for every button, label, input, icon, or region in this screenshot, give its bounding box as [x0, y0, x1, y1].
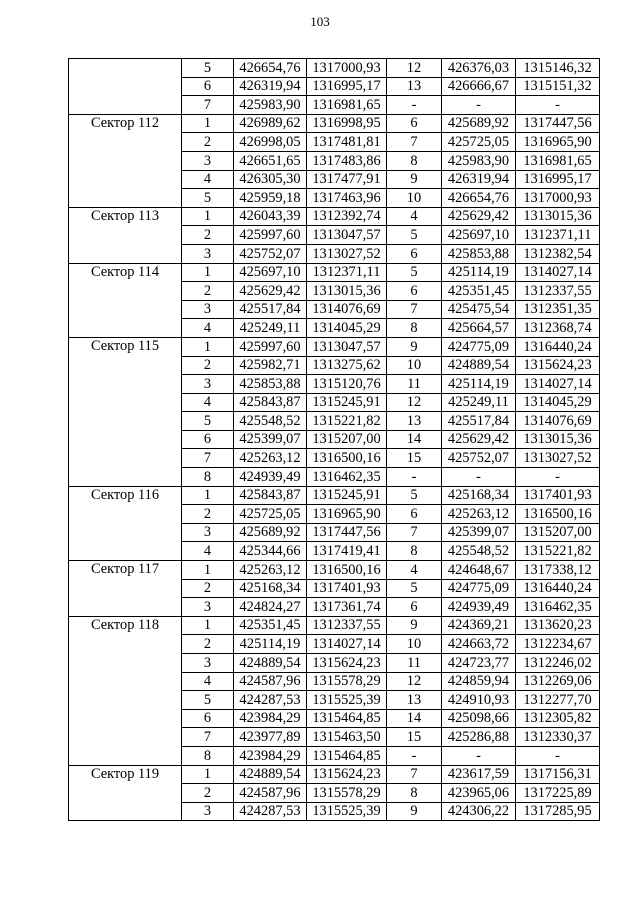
x-coordinate-cell: 425517,84: [442, 412, 516, 431]
point-number-cell: 8: [182, 468, 234, 487]
table-row: [69, 207, 600, 226]
point-number-cell: 6: [387, 282, 442, 301]
x-coordinate-cell: -: [442, 468, 516, 487]
x-coordinate-cell: 425697,10: [442, 226, 516, 245]
point-number-cell: 3: [182, 300, 234, 319]
y-coordinate-cell: 1315624,23: [307, 765, 387, 784]
y-coordinate-cell: 1317483,86: [307, 151, 387, 170]
y-coordinate-cell: 1312371,11: [516, 226, 600, 245]
y-coordinate-cell: 1313027,52: [516, 449, 600, 468]
point-number-cell: 5: [182, 189, 234, 208]
point-number-cell: 12: [387, 393, 442, 412]
point-number-cell: 6: [387, 114, 442, 133]
x-coordinate-cell: 423984,29: [234, 746, 307, 765]
sector-name-cell: Сектор 119: [69, 765, 182, 821]
point-number-cell: 15: [387, 449, 442, 468]
x-coordinate-cell: 425517,84: [234, 300, 307, 319]
x-coordinate-cell: 425725,05: [442, 133, 516, 152]
point-number-cell: 2: [182, 784, 234, 803]
point-number-cell: 9: [387, 337, 442, 356]
point-number-cell: 3: [182, 375, 234, 394]
y-coordinate-cell: 1317285,95: [516, 802, 600, 821]
point-number-cell: 3: [182, 598, 234, 617]
point-number-cell: 9: [387, 170, 442, 189]
point-number-cell: 7: [387, 300, 442, 319]
point-number-cell: 1: [182, 561, 234, 580]
x-coordinate-cell: 424889,54: [234, 765, 307, 784]
point-number-cell: 3: [182, 151, 234, 170]
table-row: [69, 263, 600, 282]
y-coordinate-cell: 1316995,17: [516, 170, 600, 189]
y-coordinate-cell: 1314076,69: [516, 412, 600, 431]
point-number-cell: 1: [182, 616, 234, 635]
x-coordinate-cell: 425853,88: [442, 244, 516, 263]
table-row: [69, 114, 600, 133]
x-coordinate-cell: 423977,89: [234, 728, 307, 747]
y-coordinate-cell: 1317447,56: [516, 114, 600, 133]
y-coordinate-cell: 1315207,00: [307, 430, 387, 449]
point-number-cell: 7: [182, 96, 234, 115]
point-number-cell: 14: [387, 430, 442, 449]
point-number-cell: 4: [182, 672, 234, 691]
y-coordinate-cell: 1312269,06: [516, 672, 600, 691]
sector-name-cell: Сектор 115: [69, 337, 182, 486]
x-coordinate-cell: 423617,59: [442, 765, 516, 784]
y-coordinate-cell: 1315221,82: [516, 542, 600, 561]
x-coordinate-cell: 425983,90: [234, 96, 307, 115]
x-coordinate-cell: 425548,52: [442, 542, 516, 561]
y-coordinate-cell: 1317463,96: [307, 189, 387, 208]
y-coordinate-cell: 1317401,93: [307, 579, 387, 598]
x-coordinate-cell: 425114,19: [234, 635, 307, 654]
y-coordinate-cell: -: [516, 96, 600, 115]
table-row: [69, 59, 600, 78]
table-row: [69, 765, 600, 784]
y-coordinate-cell: 1316440,24: [516, 579, 600, 598]
y-coordinate-cell: 1317338,12: [516, 561, 600, 580]
point-number-cell: 6: [387, 598, 442, 617]
x-coordinate-cell: 425629,42: [442, 207, 516, 226]
x-coordinate-cell: 425689,92: [234, 523, 307, 542]
x-coordinate-cell: 425399,07: [442, 523, 516, 542]
x-coordinate-cell: 425689,92: [442, 114, 516, 133]
y-coordinate-cell: 1317000,93: [516, 189, 600, 208]
y-coordinate-cell: 1313027,52: [307, 244, 387, 263]
x-coordinate-cell: 426998,05: [234, 133, 307, 152]
y-coordinate-cell: -: [516, 746, 600, 765]
y-coordinate-cell: 1314076,69: [307, 300, 387, 319]
point-number-cell: 9: [387, 802, 442, 821]
point-number-cell: 3: [182, 244, 234, 263]
y-coordinate-cell: 1317481,81: [307, 133, 387, 152]
y-coordinate-cell: 1314045,29: [516, 393, 600, 412]
point-number-cell: 10: [387, 356, 442, 375]
point-number-cell: 11: [387, 375, 442, 394]
x-coordinate-cell: 425752,07: [442, 449, 516, 468]
y-coordinate-cell: 1316440,24: [516, 337, 600, 356]
y-coordinate-cell: 1316998,95: [307, 114, 387, 133]
x-coordinate-cell: 424369,21: [442, 616, 516, 635]
x-coordinate-cell: 424663,72: [442, 635, 516, 654]
x-coordinate-cell: 423984,29: [234, 709, 307, 728]
y-coordinate-cell: 1312330,37: [516, 728, 600, 747]
y-coordinate-cell: 1313620,23: [516, 616, 600, 635]
x-coordinate-cell: 424939,49: [442, 598, 516, 617]
x-coordinate-cell: 426654,76: [234, 59, 307, 78]
x-coordinate-cell: 424859,94: [442, 672, 516, 691]
x-coordinate-cell: 425853,88: [234, 375, 307, 394]
point-number-cell: 5: [182, 59, 234, 78]
point-number-cell: 5: [387, 486, 442, 505]
x-coordinate-cell: -: [442, 746, 516, 765]
point-number-cell: 11: [387, 654, 442, 673]
x-coordinate-cell: 425399,07: [234, 430, 307, 449]
y-coordinate-cell: 1312368,74: [516, 319, 600, 338]
table-row: [69, 561, 600, 580]
point-number-cell: 2: [182, 579, 234, 598]
table-row: [69, 486, 600, 505]
point-number-cell: 2: [182, 133, 234, 152]
x-coordinate-cell: 425997,60: [234, 337, 307, 356]
point-number-cell: 5: [182, 412, 234, 431]
y-coordinate-cell: 1316462,35: [516, 598, 600, 617]
y-coordinate-cell: 1313015,36: [307, 282, 387, 301]
point-number-cell: 15: [387, 728, 442, 747]
y-coordinate-cell: 1317477,91: [307, 170, 387, 189]
point-number-cell: 14: [387, 709, 442, 728]
x-coordinate-cell: 424648,67: [442, 561, 516, 580]
point-number-cell: 4: [182, 170, 234, 189]
point-number-cell: 4: [182, 542, 234, 561]
point-number-cell: 1: [182, 765, 234, 784]
x-coordinate-cell: 424306,22: [442, 802, 516, 821]
point-number-cell: 6: [182, 430, 234, 449]
x-coordinate-cell: 425548,52: [234, 412, 307, 431]
x-coordinate-cell: 424939,49: [234, 468, 307, 487]
x-coordinate-cell: 425263,12: [442, 505, 516, 524]
y-coordinate-cell: 1312305,82: [516, 709, 600, 728]
y-coordinate-cell: 1314027,14: [307, 635, 387, 654]
y-coordinate-cell: 1315464,85: [307, 746, 387, 765]
point-number-cell: 1: [182, 337, 234, 356]
y-coordinate-cell: 1316981,65: [307, 96, 387, 115]
point-number-cell: 13: [387, 77, 442, 96]
x-coordinate-cell: 426043,39: [234, 207, 307, 226]
y-coordinate-cell: 1313047,57: [307, 226, 387, 245]
sector-name-cell: Сектор 116: [69, 486, 182, 560]
x-coordinate-cell: 426376,03: [442, 59, 516, 78]
point-number-cell: 2: [182, 356, 234, 375]
y-coordinate-cell: 1317000,93: [307, 59, 387, 78]
x-coordinate-cell: 425983,90: [442, 151, 516, 170]
y-coordinate-cell: 1317447,56: [307, 523, 387, 542]
point-number-cell: 12: [387, 59, 442, 78]
y-coordinate-cell: 1312392,74: [307, 207, 387, 226]
x-coordinate-cell: 425098,66: [442, 709, 516, 728]
point-number-cell: 1: [182, 486, 234, 505]
x-coordinate-cell: 425725,05: [234, 505, 307, 524]
sector-name-cell: Сектор 118: [69, 616, 182, 765]
x-coordinate-cell: 425168,34: [442, 486, 516, 505]
x-coordinate-cell: 424587,96: [234, 784, 307, 803]
x-coordinate-cell: -: [442, 96, 516, 115]
x-coordinate-cell: 424287,53: [234, 802, 307, 821]
point-number-cell: 4: [387, 207, 442, 226]
y-coordinate-cell: 1312246,02: [516, 654, 600, 673]
point-number-cell: 1: [182, 207, 234, 226]
x-coordinate-cell: 426651,65: [234, 151, 307, 170]
y-coordinate-cell: 1315120,76: [307, 375, 387, 394]
x-coordinate-cell: 425982,71: [234, 356, 307, 375]
x-coordinate-cell: 426305,30: [234, 170, 307, 189]
x-coordinate-cell: 424824,27: [234, 598, 307, 617]
point-number-cell: 5: [387, 226, 442, 245]
y-coordinate-cell: 1317361,74: [307, 598, 387, 617]
sector-name-cell: Сектор 117: [69, 561, 182, 617]
point-number-cell: -: [387, 746, 442, 765]
point-number-cell: 1: [182, 114, 234, 133]
sector-name-cell: [69, 59, 182, 115]
x-coordinate-cell: 425697,10: [234, 263, 307, 282]
y-coordinate-cell: 1315207,00: [516, 523, 600, 542]
point-number-cell: 4: [182, 319, 234, 338]
x-coordinate-cell: 425664,57: [442, 319, 516, 338]
point-number-cell: 5: [182, 691, 234, 710]
point-number-cell: 8: [387, 319, 442, 338]
x-coordinate-cell: 425249,11: [442, 393, 516, 412]
point-number-cell: 10: [387, 635, 442, 654]
y-coordinate-cell: 1317419,41: [307, 542, 387, 561]
point-number-cell: 6: [387, 505, 442, 524]
x-coordinate-cell: 424889,54: [442, 356, 516, 375]
y-coordinate-cell: 1312337,55: [516, 282, 600, 301]
point-number-cell: 5: [387, 579, 442, 598]
x-coordinate-cell: 423965,06: [442, 784, 516, 803]
x-coordinate-cell: 425114,19: [442, 263, 516, 282]
point-number-cell: 12: [387, 672, 442, 691]
point-number-cell: 7: [387, 133, 442, 152]
y-coordinate-cell: 1315151,32: [516, 77, 600, 96]
table-row: [69, 337, 600, 356]
y-coordinate-cell: 1316965,90: [307, 505, 387, 524]
x-coordinate-cell: 424775,09: [442, 579, 516, 598]
y-coordinate-cell: 1312351,35: [516, 300, 600, 319]
y-coordinate-cell: 1314027,14: [516, 263, 600, 282]
point-number-cell: 8: [387, 784, 442, 803]
point-number-cell: 2: [182, 505, 234, 524]
y-coordinate-cell: 1317156,31: [516, 765, 600, 784]
point-number-cell: 13: [387, 691, 442, 710]
x-coordinate-cell: 426319,94: [234, 77, 307, 96]
x-coordinate-cell: 425997,60: [234, 226, 307, 245]
y-coordinate-cell: 1313015,36: [516, 207, 600, 226]
x-coordinate-cell: 425344,66: [234, 542, 307, 561]
point-number-cell: 2: [182, 282, 234, 301]
x-coordinate-cell: 425629,42: [442, 430, 516, 449]
point-number-cell: 8: [182, 746, 234, 765]
point-number-cell: 3: [182, 654, 234, 673]
y-coordinate-cell: 1316995,17: [307, 77, 387, 96]
x-coordinate-cell: 426654,76: [442, 189, 516, 208]
y-coordinate-cell: 1316500,16: [307, 449, 387, 468]
point-number-cell: 7: [387, 523, 442, 542]
y-coordinate-cell: 1315245,91: [307, 393, 387, 412]
point-number-cell: 9: [387, 616, 442, 635]
point-number-cell: 8: [387, 151, 442, 170]
point-number-cell: 4: [182, 393, 234, 412]
sector-name-cell: Сектор 114: [69, 263, 182, 337]
x-coordinate-cell: 425168,34: [234, 579, 307, 598]
y-coordinate-cell: 1315624,23: [307, 654, 387, 673]
y-coordinate-cell: 1313275,62: [307, 356, 387, 375]
y-coordinate-cell: 1314045,29: [307, 319, 387, 338]
point-number-cell: -: [387, 468, 442, 487]
point-number-cell: 6: [182, 77, 234, 96]
y-coordinate-cell: 1313015,36: [516, 430, 600, 449]
coordinates-table-body: [69, 59, 600, 821]
x-coordinate-cell: 425475,54: [442, 300, 516, 319]
y-coordinate-cell: 1316965,90: [516, 133, 600, 152]
x-coordinate-cell: 425286,88: [442, 728, 516, 747]
x-coordinate-cell: 424775,09: [442, 337, 516, 356]
x-coordinate-cell: 424587,96: [234, 672, 307, 691]
point-number-cell: 2: [182, 635, 234, 654]
y-coordinate-cell: 1315578,29: [307, 672, 387, 691]
y-coordinate-cell: 1314027,14: [516, 375, 600, 394]
sector-name-cell: Сектор 113: [69, 207, 182, 263]
y-coordinate-cell: 1315463,50: [307, 728, 387, 747]
y-coordinate-cell: 1315464,85: [307, 709, 387, 728]
y-coordinate-cell: 1315525,39: [307, 691, 387, 710]
x-coordinate-cell: 425843,87: [234, 486, 307, 505]
sector-name-cell: Сектор 112: [69, 114, 182, 207]
x-coordinate-cell: 424723,77: [442, 654, 516, 673]
y-coordinate-cell: 1316462,35: [307, 468, 387, 487]
y-coordinate-cell: 1315221,82: [307, 412, 387, 431]
y-coordinate-cell: 1315245,91: [307, 486, 387, 505]
point-number-cell: 7: [182, 449, 234, 468]
x-coordinate-cell: 426319,94: [442, 170, 516, 189]
point-number-cell: 7: [387, 765, 442, 784]
table-row: [69, 616, 600, 635]
point-number-cell: 4: [387, 561, 442, 580]
x-coordinate-cell: 426989,62: [234, 114, 307, 133]
point-number-cell: 6: [387, 244, 442, 263]
point-number-cell: 3: [182, 523, 234, 542]
y-coordinate-cell: 1315624,23: [516, 356, 600, 375]
y-coordinate-cell: 1316500,16: [307, 561, 387, 580]
x-coordinate-cell: 424889,54: [234, 654, 307, 673]
x-coordinate-cell: 425114,19: [442, 375, 516, 394]
y-coordinate-cell: 1317225,89: [516, 784, 600, 803]
point-number-cell: 6: [182, 709, 234, 728]
point-number-cell: 2: [182, 226, 234, 245]
page-number: 103: [310, 14, 330, 29]
point-number-cell: 7: [182, 728, 234, 747]
x-coordinate-cell: 425263,12: [234, 449, 307, 468]
y-coordinate-cell: 1315578,29: [307, 784, 387, 803]
y-coordinate-cell: 1316981,65: [516, 151, 600, 170]
x-coordinate-cell: 425959,18: [234, 189, 307, 208]
x-coordinate-cell: 425263,12: [234, 561, 307, 580]
y-coordinate-cell: 1312382,54: [516, 244, 600, 263]
y-coordinate-cell: 1317401,93: [516, 486, 600, 505]
y-coordinate-cell: 1312234,67: [516, 635, 600, 654]
point-number-cell: 1: [182, 263, 234, 282]
x-coordinate-cell: 425351,45: [442, 282, 516, 301]
y-coordinate-cell: -: [516, 468, 600, 487]
y-coordinate-cell: 1312337,55: [307, 616, 387, 635]
y-coordinate-cell: 1315146,32: [516, 59, 600, 78]
point-number-cell: -: [387, 96, 442, 115]
y-coordinate-cell: 1316500,16: [516, 505, 600, 524]
x-coordinate-cell: 425752,07: [234, 244, 307, 263]
point-number-cell: 5: [387, 263, 442, 282]
y-coordinate-cell: 1312277,70: [516, 691, 600, 710]
x-coordinate-cell: 425629,42: [234, 282, 307, 301]
x-coordinate-cell: 425249,11: [234, 319, 307, 338]
x-coordinate-cell: 425843,87: [234, 393, 307, 412]
coordinates-table: [68, 58, 600, 821]
point-number-cell: 13: [387, 412, 442, 431]
y-coordinate-cell: 1315525,39: [307, 802, 387, 821]
point-number-cell: 3: [182, 802, 234, 821]
x-coordinate-cell: 425351,45: [234, 616, 307, 635]
x-coordinate-cell: 424287,53: [234, 691, 307, 710]
y-coordinate-cell: 1312371,11: [307, 263, 387, 282]
point-number-cell: 10: [387, 189, 442, 208]
x-coordinate-cell: 424910,93: [442, 691, 516, 710]
point-number-cell: 8: [387, 542, 442, 561]
x-coordinate-cell: 426666,67: [442, 77, 516, 96]
y-coordinate-cell: 1313047,57: [307, 337, 387, 356]
